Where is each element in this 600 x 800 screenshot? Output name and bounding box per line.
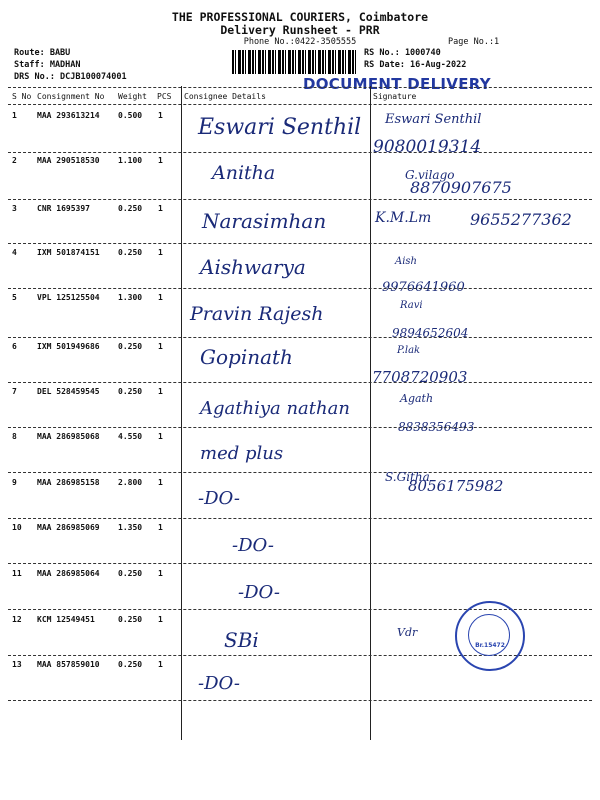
- col-signature: Signature: [373, 92, 417, 101]
- row-pcs: 1: [158, 523, 163, 532]
- row-weight: 0.250: [118, 615, 143, 624]
- row-divider: [8, 152, 592, 153]
- row-pcs: 1: [158, 204, 163, 213]
- row-weight: 0.250: [118, 204, 143, 213]
- row-consignee: Agathiya nathan: [200, 398, 350, 419]
- row-sno: 3: [12, 204, 17, 213]
- row-consignee: Narasimhan: [202, 209, 327, 233]
- row-divider: [8, 700, 592, 701]
- row-signature: S.Githa: [385, 470, 430, 484]
- drs-number: DRS No.: DCJB100074001: [14, 72, 127, 82]
- document-delivery-stamp: DOCUMENT DELIVERY: [303, 75, 491, 93]
- row-weight: 1.300: [118, 293, 143, 302]
- row-sno: 11: [12, 569, 22, 578]
- row-divider: [8, 337, 592, 338]
- row-signature: Vdr: [397, 626, 418, 639]
- row-sno: 12: [12, 615, 22, 624]
- row-signature: Aish: [395, 256, 417, 267]
- row-pcs: 1: [158, 432, 163, 441]
- consignee-col-rule: [181, 86, 182, 740]
- row-pcs: 1: [158, 660, 163, 669]
- row-signature: Ravi: [400, 300, 423, 311]
- row-phone: 7708720903: [372, 368, 468, 386]
- row-weight: 0.250: [118, 569, 143, 578]
- row-consignment-no: DEL 528459545: [37, 387, 100, 396]
- row-weight: 0.250: [118, 387, 143, 396]
- row-weight: 1.350: [118, 523, 143, 532]
- row-consignment-no: IXM 501949686: [37, 342, 100, 351]
- barcode: [232, 50, 356, 74]
- phone-number: Phone No.:0422-3505555: [243, 37, 357, 47]
- row-sno: 1: [12, 111, 17, 120]
- row-phone: 9080019314: [373, 137, 482, 157]
- col-sno: S No: [12, 92, 32, 101]
- row-consignment-no: MAA 286985068: [37, 432, 100, 441]
- signature-col-rule: [370, 86, 371, 740]
- company-title: THE PROFESSIONAL COURIERS, Coimbatore: [171, 10, 429, 24]
- bank-seal: [455, 601, 525, 671]
- row-pcs: 1: [158, 293, 163, 302]
- seal-number: Br.15472: [475, 642, 505, 649]
- col-pcs: PCS: [157, 92, 172, 101]
- row-pcs: 1: [158, 342, 163, 351]
- row-divider: [8, 427, 592, 428]
- page-number: Page No.:1: [448, 37, 500, 47]
- row-consignment-no: MAA 857859010: [37, 660, 100, 669]
- row-phone: 8056175982: [408, 477, 504, 495]
- col-consignment: Consignment No: [37, 92, 105, 101]
- row-consignee: Pravin Rajesh: [190, 303, 324, 325]
- row-weight: 0.500: [118, 111, 143, 120]
- rs-number: RS No.: 1000740: [364, 48, 441, 58]
- row-phone: 9976641960: [382, 280, 465, 295]
- row-consignee: Anitha: [212, 162, 276, 184]
- row-consignee: SBi: [224, 628, 259, 652]
- row-sno: 6: [12, 342, 17, 351]
- row-pcs: 1: [158, 248, 163, 257]
- row-pcs: 1: [158, 569, 163, 578]
- row-pcs: 1: [158, 156, 163, 165]
- row-sno: 8: [12, 432, 17, 441]
- row-consignee: med plus: [200, 443, 284, 464]
- row-sno: 5: [12, 293, 17, 302]
- row-sno: 10: [12, 523, 22, 532]
- row-sno: 7: [12, 387, 17, 396]
- row-weight: 0.250: [118, 342, 143, 351]
- row-sno: 13: [12, 660, 22, 669]
- row-signature: P.lak: [397, 345, 421, 356]
- row-consignee: -DO-: [232, 535, 275, 556]
- row-consignment-no: MAA 286985158: [37, 478, 100, 487]
- row-consignment-no: IXM 501874151: [37, 248, 100, 257]
- row-phone: 8838356493: [398, 420, 475, 434]
- row-consignment-no: CNR 1695397: [37, 204, 90, 213]
- row-divider: [8, 243, 592, 244]
- row-pcs: 1: [158, 478, 163, 487]
- row-consignment-no: VPL 125125504: [37, 293, 100, 302]
- row-consignment-no: MAA 286985069: [37, 523, 100, 532]
- row-consignee: -DO-: [198, 673, 241, 694]
- col-consignee: Consignee Details: [184, 92, 266, 101]
- row-pcs: 1: [158, 615, 163, 624]
- row-sno: 2: [12, 156, 17, 165]
- row-pcs: 1: [158, 387, 163, 396]
- row-sno: 9: [12, 478, 17, 487]
- row-consignee: -DO-: [238, 582, 281, 603]
- row-signature: Agath: [400, 392, 434, 405]
- row-weight: 4.550: [118, 432, 143, 441]
- row-consignment-no: KCM 12549451: [37, 615, 95, 624]
- row-weight: 0.250: [118, 660, 143, 669]
- row-phone: 9894652604: [392, 326, 469, 340]
- header-bottom-rule: [8, 104, 592, 105]
- row-divider: [8, 563, 592, 564]
- row-phone: 9655277362: [470, 210, 572, 229]
- row-consignment-no: MAA 290518530: [37, 156, 100, 165]
- row-divider: [8, 382, 592, 383]
- seal-inner-ring: [468, 614, 510, 656]
- row-sno: 4: [12, 248, 17, 257]
- row-weight: 2.800: [118, 478, 143, 487]
- row-divider: [8, 288, 592, 289]
- staff-label: Staff: MADHAN: [14, 60, 81, 70]
- header-top-rule: [8, 87, 592, 88]
- row-consignee: Gopinath: [200, 345, 293, 369]
- row-consignee: -DO-: [198, 488, 241, 509]
- row-consignee: Eswari Senthil: [198, 115, 362, 140]
- col-weight: Weight: [118, 92, 147, 101]
- row-pcs: 1: [158, 111, 163, 120]
- rs-date: RS Date: 16-Aug-2022: [364, 60, 467, 70]
- row-weight: 1.100: [118, 156, 143, 165]
- row-signature: Eswari Senthil: [385, 112, 482, 127]
- row-divider: [8, 199, 592, 200]
- route-label: Route: BABU: [14, 48, 71, 58]
- runsheet-subtitle: Delivery Runsheet - PRR: [220, 23, 380, 37]
- row-divider: [8, 518, 592, 519]
- row-consignment-no: MAA 293613214: [37, 111, 100, 120]
- row-signature: G.vilago: [405, 168, 455, 182]
- row-consignee: Aishwarya: [200, 255, 306, 279]
- row-signature: K.M.Lm: [375, 210, 432, 226]
- row-consignment-no: MAA 286985064: [37, 569, 100, 578]
- row-weight: 0.250: [118, 248, 143, 257]
- row-divider: [8, 472, 592, 473]
- row-phone: 8870907675: [410, 178, 512, 197]
